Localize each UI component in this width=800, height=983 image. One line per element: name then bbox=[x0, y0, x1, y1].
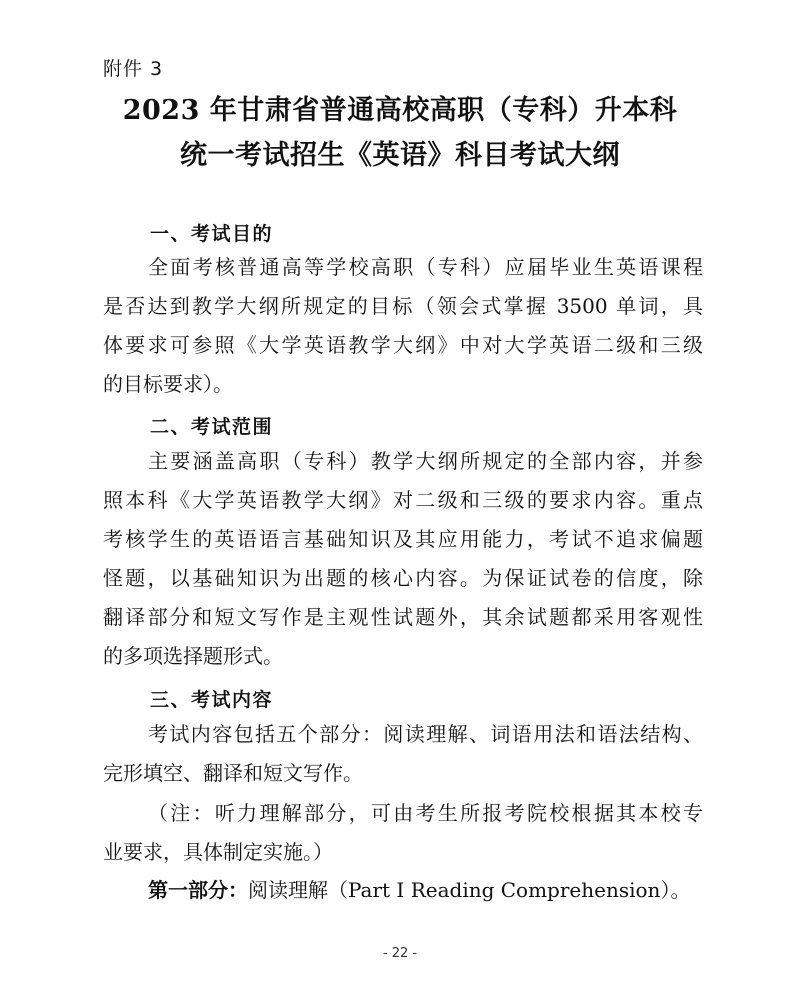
part-one-text: 阅读理解（Part I Reading Comprehension）。 bbox=[248, 878, 691, 902]
attachment-label: 附件 3 bbox=[103, 58, 164, 80]
document-title-line-1: 2023 年甘肃省普通高校高职（专科）升本科 bbox=[122, 95, 678, 126]
paragraph-line: 业要求，具体制定实施。） bbox=[103, 840, 333, 864]
paragraph-line: 考核学生的英语语言基础知识及其应用能力，考试不追求偏题 bbox=[103, 527, 703, 551]
paragraph-line: 怪题，以基础知识为出题的核心内容。为保证试卷的信度，除 bbox=[103, 566, 703, 590]
document-title-line-2: 统一考试招生《英语》科目考试大纲 bbox=[180, 140, 620, 171]
paragraph-line: 翻译部分和短文写作是主观性试题外，其余试题都采用客观性 bbox=[103, 605, 703, 629]
page-number: - 22 - bbox=[382, 946, 418, 961]
paragraph-line: 的目标要求）。 bbox=[103, 372, 233, 396]
paragraph-line: 全面考核普通高等学校高职（专科）应届毕业生英语课程 bbox=[148, 255, 703, 279]
paragraph-line: 主要涵盖高职（专科）教学大纲所规定的全部内容，并参 bbox=[148, 449, 703, 473]
section-heading-exam-scope: 二、考试范围 bbox=[150, 416, 274, 438]
paragraph-exam-content bbox=[103, 715, 703, 793]
paragraph-line: 是否达到教学大纲所规定的目标（领会式掌握 3500 单词，具 bbox=[103, 294, 703, 318]
paragraph-exam-purpose bbox=[103, 248, 703, 404]
paragraph-exam-scope bbox=[103, 442, 703, 676]
paragraph-note bbox=[103, 794, 703, 872]
paragraph-line: （注：听力理解部分，可由考生所报考院校根据其本校专 bbox=[148, 801, 703, 825]
paragraph-line bbox=[103, 871, 703, 910]
paragraph-line: 考试内容包括五个部分：阅读理解、词语用法和语法结构、 bbox=[148, 722, 703, 746]
part-one-label: 第一部分： bbox=[148, 878, 248, 902]
paragraph-line: 完形填空、翻译和短文写作。 bbox=[103, 761, 363, 785]
section-heading-exam-content: 三、考试内容 bbox=[150, 689, 274, 711]
section-heading-exam-purpose: 一、考试目的 bbox=[150, 223, 274, 245]
paragraph-line: 体要求可参照《大学英语教学大纲》中对大学英语二级和三级 bbox=[103, 333, 703, 357]
paragraph-line: 照本科《大学英语教学大纲》对二级和三级的要求内容。重点 bbox=[103, 488, 703, 512]
paragraph-line: 的多项选择题形式。 bbox=[103, 644, 283, 668]
paragraph-part-one bbox=[103, 871, 703, 910]
